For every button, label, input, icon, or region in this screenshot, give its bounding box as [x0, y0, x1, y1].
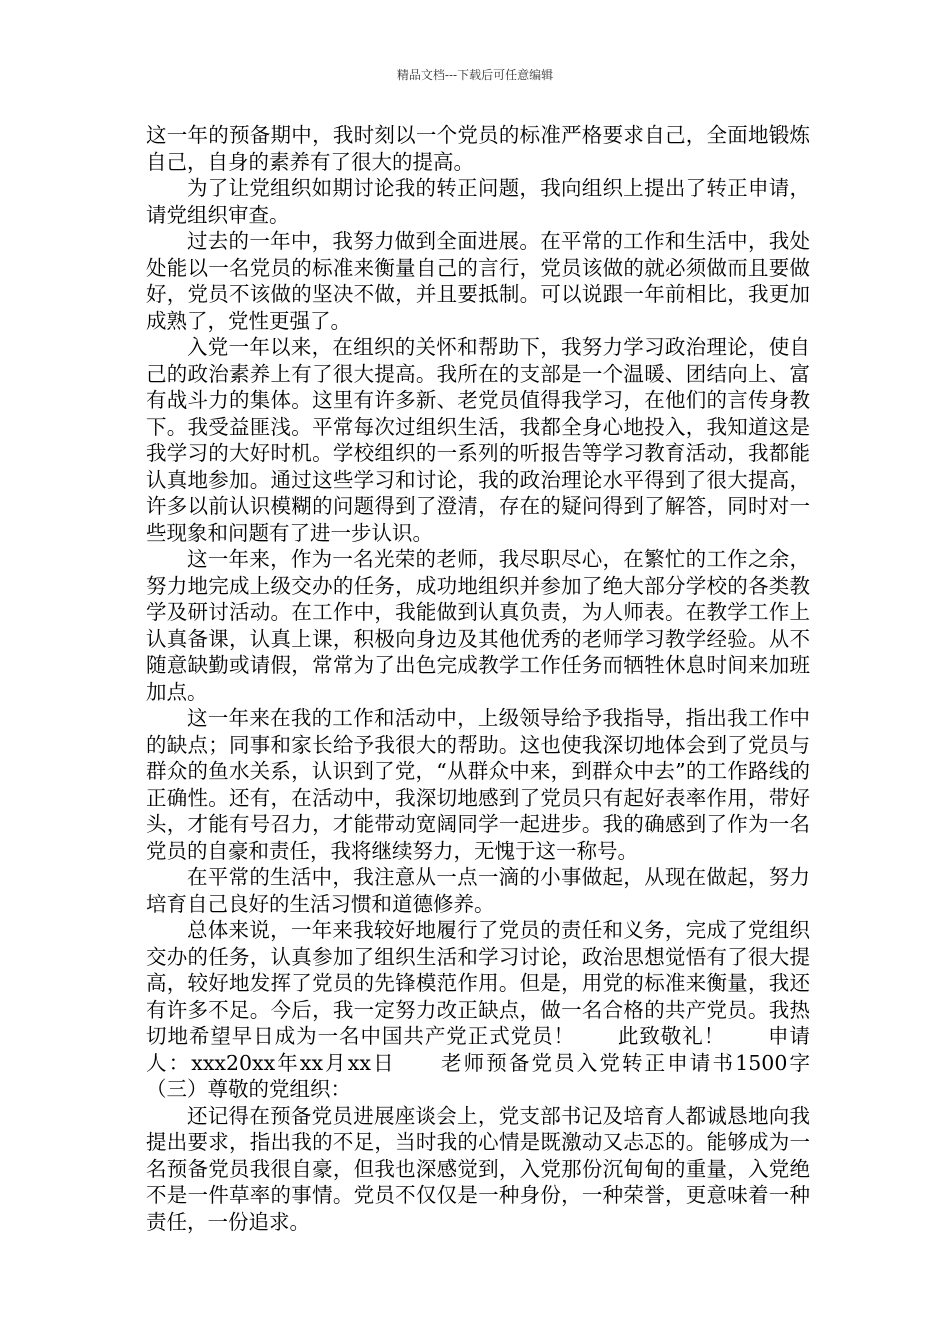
paragraph: 在平常的生活中，我注意从一点一滴的小事做起，从现在做起，努力培育自己良好的生活习惯和道德修养。: [146, 865, 810, 916]
document-body: [146, 122, 810, 1235]
paragraph: 这一年的预备期中，我时刻以一个党员的标准严格要求自己，全面地锻炼自己，自身的素养有了很大的提高。: [146, 123, 810, 174]
paragraph: 为了让党组织如期讨论我的转正问题，我向组织上提出了转正申请，请党组织审查。: [146, 176, 810, 227]
paragraph: 这一年来在我的工作和活动中，上级领导给予我指导，指出我工作中的缺点；同事和家长给予我很大的帮助。这也使我深切地体会到了党员与群众的鱼水关系，认识到了党，“从群众中来，到群众中去”的工作路线的正确性。还有，在活动中，我深切地感到了党员只有起好表率作用，带好头，才能有号召力，才能带动宽阔同学一起进步。我的确感到了作为一名党员的自豪和责任，我将继续努力，无愧于这一称号。: [146, 706, 810, 863]
page-header: 精品文档---下载后可任意编辑: [396, 68, 554, 82]
paragraph: 这一年来，作为一名光荣的老师，我尽职尽心，在繁忙的工作之余，努力地完成上级交办的任务，成功地组织并参加了绝大部分学校的各类教学及研讨活动。在工作中，我能做到认真负责，为人师表。在教学工作上认真备课，认真上课，积极向身边及其他优秀的老师学习教学经验。从不随意缺勤或请假，常常为了出色完成教学工作任务而牺牲休息时间来加班加点。: [146, 547, 810, 704]
paragraph: 总体来说，一年来我较好地履行了党员的责任和义务，完成了党组织交办的任务，认真参加了组织生活和学习讨论，政治思想觉悟有了很大提高，较好地发挥了党员的先锋模范作用。但是，用党的标准来衡量，我还有许多不足。今后，我一定努力改正缺点，做一名合格的共产党员。我热切地希望早日成为一名中国共产党正式党员！ 此致敬礼！ 申请人：xxx20xx年xx月xx日 老师预备党员入党转正申请书1500字（三）尊敬的党组织：: [146, 918, 810, 1101]
paragraph: 入党一年以来，在组织的关怀和帮助下，我努力学习政治理论，使自己的政治素养上有了很大提高。我所在的支部是一个温暖、团结向上、富有战斗力的集体。这里有许多新、老党员值得我学习，在他们的言传身教下。我受益匪浅。平常每次过组织生活，我都全身心地投入，我知道这是我学习的大好时机。学校组织的一系列的听报告等学习教育活动，我都能认真地参加。通过这些学习和讨论，我的政治理论水平得到了很大提高，许多以前认识模糊的问题得到了澄清，存在的疑问得到了解答，同时对一些现象和问题有了进一步认识。: [146, 335, 810, 545]
paragraph: 还记得在预备党员进展座谈会上，党支部书记及培育人都诚恳地向我提出要求，指出我的不足，当时我的心情是既激动又忐忑的。能够成为一名预备党员我很自豪，但我也深感觉到，入党那份沉甸甸的重量，入党绝不是一件草率的事情。党员不仅仅是一种身份，一种荣誉，更意味着一种责任，一份追求。: [146, 1103, 810, 1234]
paragraph: 过去的一年中，我努力做到全面进展。在平常的工作和生活中，我处处能以一名党员的标准来衡量自己的言行，党员该做的就必须做而且要做好，党员不该做的坚决不做，并且要抵制。可以说跟一年前相比，我更加成熟了，党性更强了。: [146, 229, 810, 333]
